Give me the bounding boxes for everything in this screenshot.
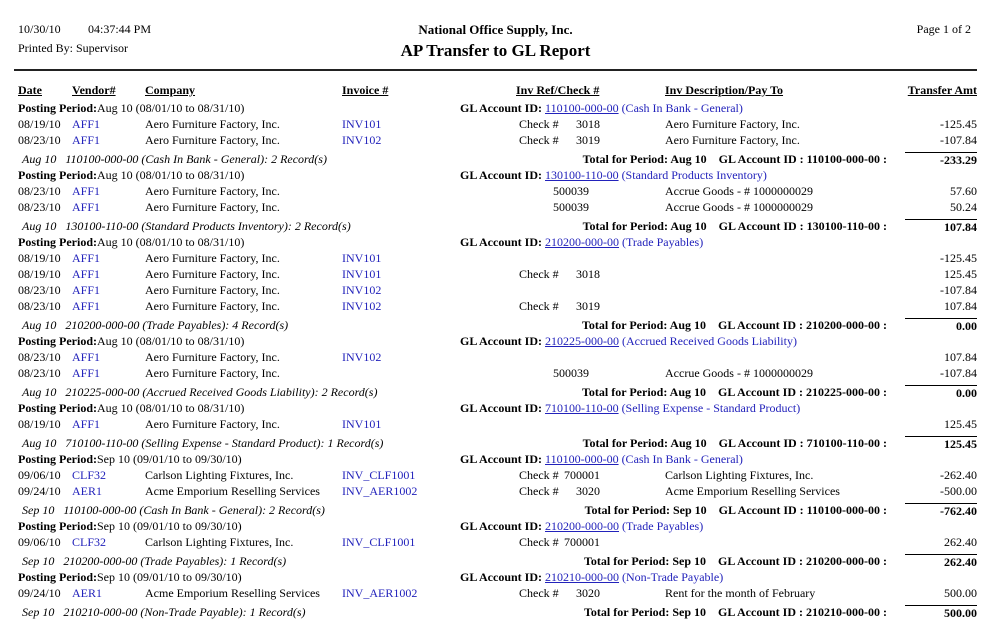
vendor-link[interactable]: AFF1: [72, 366, 101, 380]
company-cell: Aero Furniture Factory, Inc.: [145, 283, 280, 297]
date-cell: 08/23/10: [18, 133, 61, 147]
vendor-link[interactable]: AFF1: [72, 184, 101, 198]
gl-account-label: GL Account ID:: [460, 334, 546, 348]
section-total-amount: 500.00: [905, 605, 977, 621]
company-cell: Aero Furniture Factory, Inc.: [145, 267, 280, 281]
date-cell: 08/19/10: [18, 117, 61, 131]
transaction-row: [0, 417, 991, 433]
check-number: 700001: [564, 535, 600, 549]
section-total-label: Total for Period: Aug 10 GL Account ID : 110100-000-00 :: [582, 152, 887, 166]
gl-account-group: [460, 334, 797, 349]
posting-period-label: Posting Period:: [18, 519, 97, 533]
amount-cell: 500.00: [944, 586, 977, 600]
section-summary-row: [0, 602, 991, 621]
date-cell: 09/06/10: [18, 468, 61, 482]
posting-period-label: Posting Period:: [18, 452, 97, 466]
transaction-row: [0, 133, 991, 149]
column-header-row: [0, 83, 991, 99]
company-cell: Aero Furniture Factory, Inc.: [145, 133, 280, 147]
transaction-row: [0, 299, 991, 315]
date-cell: 08/23/10: [18, 283, 61, 297]
invoice-link[interactable]: INV102: [342, 299, 382, 313]
posting-period-row: [0, 570, 991, 586]
posting-period-row: [0, 235, 991, 251]
vendor-link[interactable]: AFF1: [72, 251, 101, 265]
date-cell: 08/19/10: [18, 417, 61, 431]
gl-account-desc: (Non-Trade Payable): [619, 570, 724, 584]
transaction-row: [0, 586, 991, 602]
invoice-link[interactable]: INV101: [342, 117, 382, 131]
amount-cell: 57.60: [950, 184, 977, 198]
check-label: Check #: [519, 586, 559, 600]
gl-account-desc: (Standard Products Inventory): [618, 168, 767, 182]
gl-account-desc: (Selling Expense - Standard Product): [618, 401, 801, 415]
company-cell: Carlson Lighting Fixtures, Inc.: [145, 535, 294, 549]
col-invoice: Invoice #: [342, 83, 389, 97]
section-total-amount: -762.40: [905, 503, 977, 519]
gl-account-label: GL Account ID:: [460, 168, 546, 182]
gl-account-label: GL Account ID:: [460, 570, 546, 584]
amount-cell: -107.84: [940, 283, 977, 297]
transaction-row: [0, 350, 991, 366]
section-record-count: Sep 10 210200-000-00 (Trade Payables): 1 Record(s): [22, 554, 287, 568]
vendor-link[interactable]: AFF1: [72, 350, 101, 364]
printed-by: Printed By: Supervisor: [18, 41, 128, 55]
section-total-label: Total for Period: Aug 10 GL Account ID : 710100-110-00 :: [582, 436, 887, 450]
amount-cell: -262.40: [940, 468, 977, 482]
invoice-link[interactable]: INV_AER1002: [342, 586, 418, 600]
vendor-link[interactable]: AER1: [72, 484, 102, 498]
col-company: Company: [145, 83, 196, 97]
page-indicator: Page 1 of 2: [916, 22, 971, 36]
gl-account-desc: (Cash In Bank - General): [618, 452, 743, 466]
posting-period-label: Posting Period:: [18, 334, 97, 348]
vendor-link[interactable]: AER1: [72, 586, 102, 600]
gl-account-link[interactable]: 210210-000-00: [545, 570, 620, 584]
vendor-link[interactable]: AFF1: [72, 117, 101, 131]
section-total-amount: -233.29: [905, 152, 977, 168]
posting-period-label: Posting Period:: [18, 570, 97, 584]
amount-cell: 262.40: [944, 535, 977, 549]
amount-cell: -107.84: [940, 133, 977, 147]
check-label: Check #: [519, 484, 559, 498]
vendor-link[interactable]: AFF1: [72, 267, 101, 281]
check-number: 3020: [576, 586, 600, 600]
report-header: [0, 0, 991, 71]
gl-account-group: [460, 519, 703, 534]
posting-period-value: Aug 10 (08/01/10 to 08/31/10): [97, 168, 245, 182]
section-total-label: Total for Period: Aug 10 GL Account ID : 210225-000-00 :: [582, 385, 887, 399]
amount-cell: -500.00: [940, 484, 977, 498]
invoice-link[interactable]: INV102: [342, 283, 382, 297]
gl-account-label: GL Account ID:: [460, 235, 546, 249]
invoice-link[interactable]: INV_CLF1001: [342, 535, 416, 549]
company-cell: Acme Emporium Reselling Services: [145, 484, 320, 498]
company-name: National Office Supply, Inc.: [418, 22, 573, 37]
col-inv-desc: Inv Description/Pay To: [665, 83, 784, 97]
desc-cell: Accrue Goods - # 1000000029: [665, 184, 813, 198]
posting-period-row: [0, 452, 991, 468]
report-sections: [0, 101, 991, 621]
vendor-link[interactable]: AFF1: [72, 283, 101, 297]
amount-cell: 107.84: [944, 350, 977, 364]
ref-number: 500039: [553, 366, 589, 380]
invoice-link[interactable]: INV101: [342, 267, 382, 281]
report-time: 04:37:44 PM: [88, 22, 152, 36]
company-cell: Aero Furniture Factory, Inc.: [145, 117, 280, 131]
posting-period-value: Aug 10 (08/01/10 to 08/31/10): [97, 101, 245, 115]
section-summary-row: [0, 315, 991, 334]
company-cell: Aero Furniture Factory, Inc.: [145, 350, 280, 364]
company-cell: Acme Emporium Reselling Services: [145, 586, 320, 600]
posting-period-value: Sep 10 (09/01/10 to 09/30/10): [97, 452, 242, 466]
section-summary-row: [0, 551, 991, 570]
invoice-link[interactable]: INV101: [342, 417, 382, 431]
amount-cell: -125.45: [940, 117, 977, 131]
posting-period-row: [0, 401, 991, 417]
transaction-row: [0, 184, 991, 200]
header-line-2: [0, 41, 991, 66]
col-date: Date: [18, 83, 42, 97]
gl-account-label: GL Account ID:: [460, 101, 546, 115]
transaction-row: [0, 267, 991, 283]
report-title: AP Transfer to GL Report: [400, 41, 591, 60]
gl-account-group: [460, 168, 767, 183]
date-cell: 08/19/10: [18, 251, 61, 265]
vendor-link[interactable]: AFF1: [72, 200, 101, 214]
ref-number: 500039: [553, 200, 589, 214]
invoice-link[interactable]: INV_CLF1001: [342, 468, 416, 482]
company-cell: Aero Furniture Factory, Inc.: [145, 417, 280, 431]
section-record-count: Sep 10 110100-000-00 (Cash In Bank - General): 2 Record(s): [22, 503, 325, 517]
desc-cell: Acme Emporium Reselling Services: [665, 484, 840, 498]
date-cell: 08/23/10: [18, 184, 61, 198]
desc-cell: Aero Furniture Factory, Inc.: [665, 133, 800, 147]
posting-period-value: Sep 10 (09/01/10 to 09/30/10): [97, 519, 242, 533]
check-label: Check #: [519, 133, 559, 147]
section-total-label: Total for Period: Sep 10 GL Account ID : 110100-000-00 :: [584, 503, 887, 517]
transaction-row: [0, 484, 991, 500]
section-total-amount: 125.45: [905, 436, 977, 452]
date-cell: 08/19/10: [18, 267, 61, 281]
transaction-row: [0, 468, 991, 484]
check-number: 3018: [576, 267, 600, 281]
company-cell: Carlson Lighting Fixtures, Inc.: [145, 468, 294, 482]
col-transfer-amt: Transfer Amt: [907, 83, 977, 97]
desc-cell: Accrue Goods - # 1000000029: [665, 366, 813, 380]
date-cell: 08/23/10: [18, 350, 61, 364]
invoice-link[interactable]: INV101: [342, 251, 382, 265]
check-number: 3018: [576, 117, 600, 131]
check-number: 700001: [564, 468, 600, 482]
gl-account-group: [460, 101, 743, 116]
section-record-count: Aug 10 210225-000-00 (Accrued Received Goods Liability): 2 Record(s): [22, 385, 378, 399]
vendor-link[interactable]: AFF1: [72, 417, 101, 431]
check-label: Check #: [519, 468, 559, 482]
check-label: Check #: [519, 267, 559, 281]
desc-cell: Carlson Lighting Fixtures, Inc.: [665, 468, 814, 482]
section-record-count: Sep 10 210210-000-00 (Non-Trade Payable): 1 Record(s): [22, 605, 306, 619]
check-label: Check #: [519, 535, 559, 549]
gl-account-link[interactable]: 210225-000-00: [545, 334, 620, 348]
posting-period-label: Posting Period:: [18, 401, 97, 415]
section-total-amount: 0.00: [905, 318, 977, 334]
date-cell: 09/24/10: [18, 586, 61, 600]
posting-period-label: Posting Period:: [18, 235, 97, 249]
amount-cell: 125.45: [944, 417, 977, 431]
section-summary-row: [0, 216, 991, 235]
posting-period-value: Aug 10 (08/01/10 to 08/31/10): [97, 334, 245, 348]
company-cell: Aero Furniture Factory, Inc.: [145, 251, 280, 265]
amount-cell: -125.45: [940, 251, 977, 265]
header-line-1: [0, 22, 991, 41]
section-total-label: Total for Period: Aug 10 GL Account ID : 210200-000-00 :: [582, 318, 887, 332]
gl-account-link[interactable]: 110100-000-00: [545, 452, 619, 466]
gl-account-link[interactable]: 710100-110-00: [545, 401, 619, 415]
gl-account-link[interactable]: 210200-000-00: [545, 235, 620, 249]
section-summary-row: [0, 433, 991, 452]
section-total-amount: 0.00: [905, 385, 977, 401]
company-cell: Aero Furniture Factory, Inc.: [145, 200, 280, 214]
transaction-row: [0, 200, 991, 216]
gl-account-label: GL Account ID:: [460, 452, 546, 466]
gl-account-desc: (Trade Payables): [619, 519, 704, 533]
company-cell: Aero Furniture Factory, Inc.: [145, 366, 280, 380]
posting-period-label: Posting Period:: [18, 168, 97, 182]
posting-period-value: Aug 10 (08/01/10 to 08/31/10): [97, 401, 245, 415]
transaction-row: [0, 117, 991, 133]
section-total-amount: 107.84: [905, 219, 977, 235]
posting-period-row: [0, 168, 991, 184]
check-label: Check #: [519, 117, 559, 131]
invoice-link[interactable]: INV102: [342, 350, 382, 364]
date-cell: 08/23/10: [18, 299, 61, 313]
desc-cell: Accrue Goods - # 1000000029: [665, 200, 813, 214]
header-divider: [14, 69, 977, 71]
section-total-label: Total for Period: Sep 10 GL Account ID : 210210-000-00 :: [584, 605, 887, 619]
check-number: 3020: [576, 484, 600, 498]
transaction-row: [0, 535, 991, 551]
desc-cell: Rent for the month of February: [665, 586, 816, 600]
gl-account-link[interactable]: 210200-000-00: [545, 519, 620, 533]
gl-account-group: [460, 570, 723, 585]
section-total-label: Total for Period: Sep 10 GL Account ID : 210200-000-00 :: [584, 554, 887, 568]
vendor-link[interactable]: AFF1: [72, 133, 101, 147]
company-cell: Aero Furniture Factory, Inc.: [145, 299, 280, 313]
amount-cell: 107.84: [944, 299, 977, 313]
section-summary-row: [0, 500, 991, 519]
check-number: 3019: [576, 299, 600, 313]
check-number: 3019: [576, 133, 600, 147]
section-summary-row: [0, 149, 991, 168]
report-date: 10/30/10: [18, 22, 61, 36]
amount-cell: -107.84: [940, 366, 977, 380]
gl-account-group: [460, 452, 743, 467]
transaction-row: [0, 283, 991, 299]
amount-cell: 125.45: [944, 267, 977, 281]
desc-cell: Aero Furniture Factory, Inc.: [665, 117, 800, 131]
gl-account-group: [460, 401, 800, 416]
section-record-count: Aug 10 110100-000-00 (Cash In Bank - General): 2 Record(s): [22, 152, 327, 166]
date-cell: 08/23/10: [18, 366, 61, 380]
company-cell: Aero Furniture Factory, Inc.: [145, 184, 280, 198]
vendor-link[interactable]: AFF1: [72, 299, 101, 313]
gl-account-label: GL Account ID:: [460, 401, 546, 415]
invoice-link[interactable]: INV_AER1002: [342, 484, 418, 498]
col-vendor: Vendor#: [72, 83, 116, 97]
gl-account-group: [460, 235, 703, 250]
section-total-amount: 262.40: [905, 554, 977, 570]
gl-account-desc: (Trade Payables): [619, 235, 704, 249]
ref-number: 500039: [553, 184, 589, 198]
transaction-row: [0, 251, 991, 267]
posting-period-value: Aug 10 (08/01/10 to 08/31/10): [97, 235, 245, 249]
gl-account-desc: (Accrued Received Goods Liability): [619, 334, 797, 348]
transaction-row: [0, 366, 991, 382]
gl-account-label: GL Account ID:: [460, 519, 546, 533]
posting-period-row: [0, 101, 991, 117]
section-record-count: Aug 10 130100-110-00 (Standard Products Inventory): 2 Record(s): [22, 219, 351, 233]
col-inv-ref: Inv Ref/Check #: [516, 83, 600, 97]
gl-account-link[interactable]: 130100-110-00: [545, 168, 619, 182]
date-cell: 09/24/10: [18, 484, 61, 498]
invoice-link[interactable]: INV102: [342, 133, 382, 147]
date-cell: 08/23/10: [18, 200, 61, 214]
section-record-count: Aug 10 710100-110-00 (Selling Expense - Standard Product): 1 Record(s): [22, 436, 384, 450]
section-summary-row: [0, 382, 991, 401]
gl-account-desc: (Cash In Bank - General): [618, 101, 743, 115]
posting-period-row: [0, 334, 991, 350]
section-record-count: Aug 10 210200-000-00 (Trade Payables): 4 Record(s): [22, 318, 289, 332]
posting-period-label: Posting Period:: [18, 101, 97, 115]
date-cell: 09/06/10: [18, 535, 61, 549]
section-total-label: Total for Period: Aug 10 GL Account ID : 130100-110-00 :: [582, 219, 887, 233]
vendor-link[interactable]: CLF32: [72, 535, 107, 549]
gl-account-link[interactable]: 110100-000-00: [545, 101, 619, 115]
check-label: Check #: [519, 299, 559, 313]
amount-cell: 50.24: [950, 200, 977, 214]
vendor-link[interactable]: CLF32: [72, 468, 107, 482]
posting-period-value: Sep 10 (09/01/10 to 09/30/10): [97, 570, 242, 584]
posting-period-row: [0, 519, 991, 535]
